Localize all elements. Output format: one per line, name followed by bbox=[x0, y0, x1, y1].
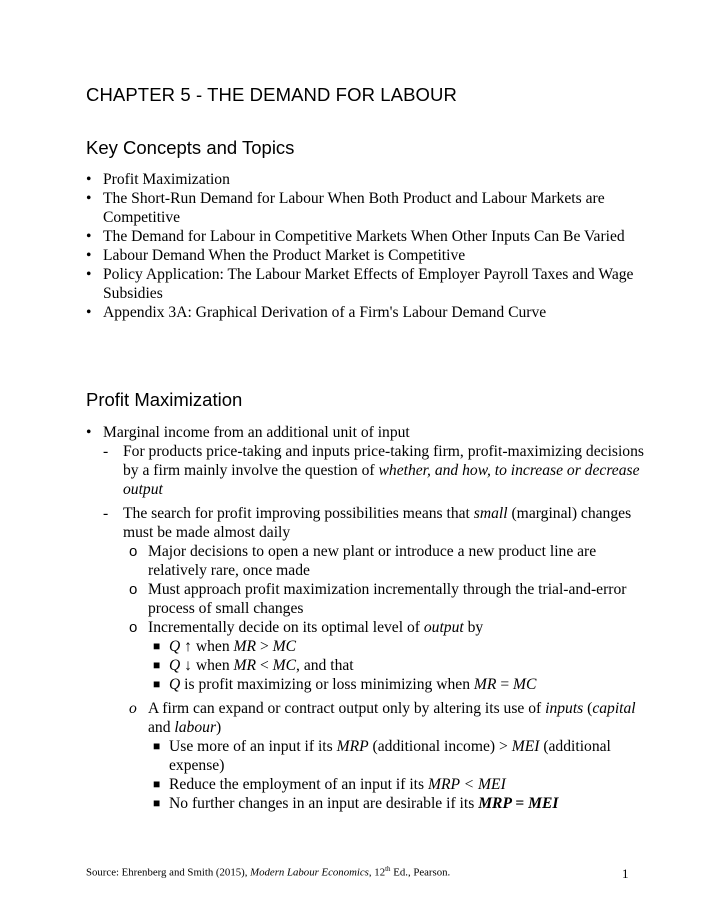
bullet-marker: • bbox=[86, 228, 92, 245]
item-text: The search for profit improving possibilities means that bbox=[123, 505, 474, 522]
var-mc: MC bbox=[272, 638, 297, 655]
list-item bbox=[86, 656, 646, 675]
square-marker: ■ bbox=[153, 796, 161, 810]
list-item bbox=[86, 618, 646, 637]
footer-text: , 12 bbox=[368, 866, 386, 879]
page-number: 1 bbox=[622, 866, 629, 881]
list-item bbox=[86, 699, 646, 737]
list-item bbox=[86, 737, 646, 775]
item-text: (marginal) changes must be made almost daily bbox=[123, 505, 632, 541]
item-text: Use more of an input if its bbox=[169, 738, 337, 755]
var-mr: MR bbox=[233, 657, 257, 674]
list-item bbox=[86, 675, 646, 694]
item-text: (additional expense) bbox=[169, 738, 611, 774]
item-text: by bbox=[463, 619, 484, 636]
footer-book-title: Modern Labour Economics bbox=[250, 866, 369, 879]
item-text: A firm can expand or contract output only by altering its use of bbox=[148, 700, 546, 717]
circle-marker: o bbox=[129, 543, 138, 560]
item-text: ) bbox=[216, 719, 222, 736]
item-text-italic: small bbox=[473, 505, 508, 522]
var-mr: MR bbox=[233, 638, 257, 655]
list-item bbox=[86, 423, 646, 442]
list-item bbox=[86, 580, 646, 618]
chapter-title: CHAPTER 5 - THE DEMAND FOR LABOUR bbox=[86, 84, 457, 105]
var-mr: MR bbox=[473, 676, 497, 693]
square-marker: ■ bbox=[153, 777, 161, 791]
key-concepts-list bbox=[86, 170, 646, 322]
dash-marker: - bbox=[103, 505, 109, 522]
item-text: ↑ when bbox=[180, 638, 234, 655]
operator: = bbox=[496, 676, 514, 693]
item-text: ↓ when bbox=[180, 657, 234, 674]
square-marker: ■ bbox=[153, 639, 161, 653]
item-text: (additional income) > bbox=[368, 738, 512, 755]
bullet-marker: • bbox=[86, 171, 92, 188]
list-item bbox=[86, 794, 646, 813]
topic-text: The Short-Run Demand for Labour When Both Product and Labour Markets are Competitive bbox=[103, 190, 605, 226]
circle-marker: o bbox=[129, 581, 138, 598]
item-text: For products price-taking and inputs price-taking firm, profit-maximizing decisions by a firm mainly involve the question of bbox=[123, 443, 644, 479]
item-text-bold-italic: MRP = MEI bbox=[478, 795, 559, 812]
list-item bbox=[86, 189, 646, 227]
item-text-italic: whether, and how, to increase or decrease output bbox=[123, 462, 640, 498]
item-text: Must approach profit maximization incrementally through the trial-and-error process of small changes bbox=[148, 581, 627, 617]
topic-text: Policy Application: The Labour Market Effects of Employer Payroll Taxes and Wage Subsidies bbox=[103, 266, 634, 302]
list-item bbox=[86, 265, 646, 303]
item-text-italic: labour bbox=[174, 719, 217, 736]
var-mrp: MRP bbox=[336, 738, 369, 755]
item-text: Major decisions to open a new plant or introduce a new product line are relatively rare, once made bbox=[148, 543, 597, 579]
list-item bbox=[86, 246, 646, 265]
operator: < bbox=[256, 657, 273, 674]
operator: > bbox=[256, 638, 273, 655]
bullet-marker: • bbox=[86, 190, 92, 207]
square-marker: ■ bbox=[153, 658, 161, 672]
circle-marker: o bbox=[129, 700, 137, 717]
var-q: Q bbox=[169, 638, 181, 655]
list-item bbox=[86, 303, 646, 322]
profit-maximization-heading: Profit Maximization bbox=[86, 389, 243, 410]
footer-superscript: th bbox=[385, 865, 391, 873]
bullet-marker: • bbox=[86, 247, 92, 264]
var-mei: MEI bbox=[511, 738, 540, 755]
item-text: No further changes in an input are desirable if its bbox=[169, 795, 479, 812]
square-marker: ■ bbox=[153, 677, 161, 691]
topic-text: Profit Maximization bbox=[103, 171, 230, 188]
footer-text: Source: Ehrenberg and Smith (2015), bbox=[86, 866, 251, 879]
topic-text: The Demand for Labour in Competitive Markets When Other Inputs Can Be Varied bbox=[103, 228, 625, 245]
key-concepts-heading: Key Concepts and Topics bbox=[86, 137, 295, 158]
dash-marker: - bbox=[103, 443, 109, 460]
circle-marker: o bbox=[129, 619, 138, 636]
item-text: ( bbox=[583, 700, 593, 717]
topic-text: Labour Demand When the Product Market is Competitive bbox=[103, 247, 466, 264]
item-text: Incrementally decide on its optimal level of bbox=[148, 619, 424, 636]
list-item bbox=[86, 504, 646, 542]
var-q: Q bbox=[169, 657, 181, 674]
item-text: Marginal income from an additional unit of input bbox=[103, 424, 410, 441]
list-item bbox=[86, 170, 646, 189]
item-text: , and that bbox=[296, 657, 354, 674]
list-item bbox=[86, 227, 646, 246]
item-text-italic: inputs bbox=[545, 700, 584, 717]
bullet-marker: • bbox=[86, 304, 92, 321]
list-item bbox=[86, 442, 646, 499]
item-text: and bbox=[148, 719, 175, 736]
square-marker: ■ bbox=[153, 739, 161, 753]
list-item bbox=[86, 542, 646, 580]
bullet-marker: • bbox=[86, 424, 92, 441]
bullet-marker: • bbox=[86, 266, 92, 283]
list-item bbox=[86, 775, 646, 794]
item-text: Reduce the employment of an input if its bbox=[169, 776, 428, 793]
profit-maximization-body bbox=[86, 423, 646, 813]
var-q: Q bbox=[169, 676, 181, 693]
item-text-italic: capital bbox=[592, 700, 636, 717]
item-text-italic: output bbox=[423, 619, 464, 636]
item-text: is profit maximizing or loss minimizing when bbox=[180, 676, 474, 693]
topic-text: Appendix 3A: Graphical Derivation of a Firm's Labour Demand Curve bbox=[103, 304, 547, 321]
var-mc: MC bbox=[513, 676, 537, 693]
footer-text: Ed., Pearson. bbox=[390, 866, 451, 879]
item-text-italic: MRP < MEI bbox=[427, 776, 506, 793]
footer-source bbox=[86, 865, 450, 879]
list-item bbox=[86, 637, 646, 656]
var-mc: MC bbox=[272, 657, 297, 674]
